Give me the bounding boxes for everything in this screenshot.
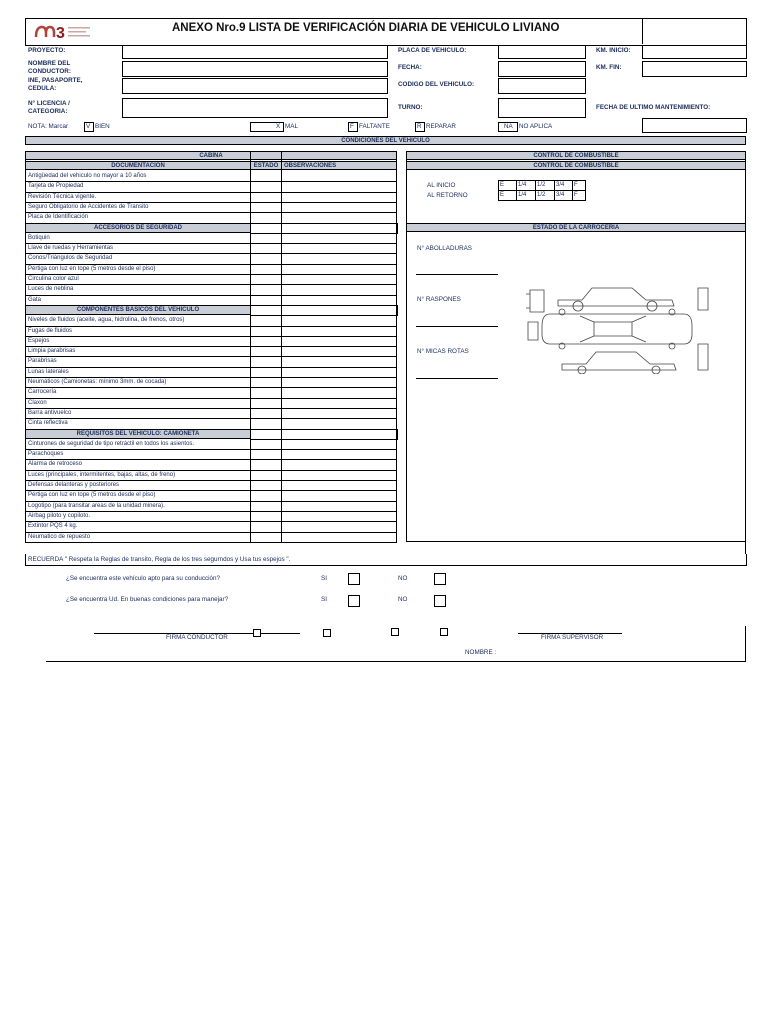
recuerda-text: RECUERDA " Respeta la Reglas de transito, Regla de los tres segurndos y Usa tus espejos ". xyxy=(28,556,291,563)
estado-cell[interactable] xyxy=(251,233,281,243)
estado-cell[interactable] xyxy=(251,521,281,531)
observaciones-cell[interactable] xyxy=(282,212,396,222)
cabina-header: CABINA xyxy=(25,151,397,160)
observaciones-cell[interactable] xyxy=(282,233,396,243)
fuel-level-label: F xyxy=(574,182,578,188)
estado-cell[interactable] xyxy=(251,202,281,212)
estado-cell[interactable] xyxy=(251,315,281,325)
combustible-header-2: CONTROL DE COMBUSTIBLE xyxy=(406,161,746,170)
estado-cell[interactable] xyxy=(251,253,281,263)
km-inicio-label: KM. INICIO: xyxy=(596,47,631,54)
question-2: ¿Se encuentra Ud. En buenas condiciones para manejar? xyxy=(66,596,229,603)
observaciones-cell[interactable] xyxy=(282,449,396,459)
observaciones-cell[interactable] xyxy=(282,243,396,253)
micas-label: N° MICAS ROTAS xyxy=(417,348,469,355)
question-2-si-label: SI xyxy=(321,596,327,603)
licencia-input[interactable] xyxy=(122,98,388,118)
fuel-level-label: 3/4 xyxy=(556,182,565,188)
observaciones-cell[interactable] xyxy=(282,295,396,305)
checklist-item-label: Luces (principales, intermitentes, bajas, altas, de freno) xyxy=(28,471,176,478)
vehicle-diagram-icon xyxy=(522,282,712,374)
legend-r-code: R xyxy=(417,123,422,130)
checklist-item-label: Gata xyxy=(28,296,42,303)
sig-checkbox-3[interactable] xyxy=(391,628,399,636)
observaciones-cell[interactable] xyxy=(282,532,396,542)
estado-col-border xyxy=(250,151,251,542)
estado-cell[interactable] xyxy=(251,212,281,222)
ine-label: INE, PASAPORTE, CEDULA: xyxy=(28,77,83,92)
legend-r-box xyxy=(415,122,425,132)
fuel-level-label: 1/4 xyxy=(518,182,527,188)
estado-cell[interactable] xyxy=(251,439,281,449)
fuel-level-cell[interactable] xyxy=(516,190,537,201)
fuel-level-label: 1/2 xyxy=(537,182,546,188)
observaciones-cell[interactable] xyxy=(282,377,396,387)
fuel-level-label: 1/4 xyxy=(518,192,527,198)
question-1-si-label: SI xyxy=(321,575,327,582)
estado-cell[interactable] xyxy=(251,387,281,397)
estado-cell[interactable] xyxy=(251,459,281,469)
legend-r-text: REPARAR xyxy=(426,123,456,130)
estado-cell[interactable] xyxy=(251,377,281,387)
legend-x-box xyxy=(250,122,284,132)
turno-input[interactable] xyxy=(498,98,586,118)
nota-label: NOTA: Marcar xyxy=(28,123,69,130)
estado-cell[interactable] xyxy=(251,367,281,377)
fuel-level-label: E xyxy=(500,192,505,198)
question-1-si-checkbox[interactable] xyxy=(348,573,360,585)
micas-line xyxy=(416,378,498,379)
checklist-item-label: Claxon xyxy=(28,399,47,406)
licencia-label: N° LICENCIA / CATEGORIA: xyxy=(28,100,70,115)
estado-cell[interactable] xyxy=(251,511,281,521)
checklist-item-label: Niveles de fluidos (aceite, agua, hidrolina, de frenos, otros) xyxy=(28,317,185,324)
abolladuras-label: N° ABOLLADURAS xyxy=(417,245,473,252)
svg-text:3: 3 xyxy=(56,25,65,41)
km-fin-label: KM. FIN: xyxy=(596,64,622,71)
estado-cell[interactable] xyxy=(251,408,281,418)
estado-cell[interactable] xyxy=(251,243,281,253)
raspones-label: N° RASPONES xyxy=(417,296,461,303)
observaciones-cell[interactable] xyxy=(282,171,396,181)
carroceria-header: ESTADO DE LA CARROCERIA xyxy=(406,223,746,232)
placa-label: PLACA DE VEHICULO: xyxy=(398,47,467,54)
observaciones-cell[interactable] xyxy=(282,284,396,294)
observaciones-cell[interactable] xyxy=(282,315,396,325)
km-inicio-input[interactable] xyxy=(642,45,747,59)
legend-v-box xyxy=(84,122,94,132)
observaciones-cell[interactable] xyxy=(282,439,396,449)
checklist-item-label: Logotipo (para transitar areas de la unidad minera). xyxy=(28,502,165,509)
observaciones-cell[interactable] xyxy=(282,264,396,274)
checklist-item-label: Conos/Triángulos de Seguridad xyxy=(28,255,113,262)
section-header: COMPONENTES BASICOS DEL VEHICULO xyxy=(25,305,251,315)
legend-f-code: F xyxy=(350,123,354,130)
checklist-item-label: Limpia parabrisas xyxy=(28,348,76,355)
codigo-label: CODIGO DEL VEHICULO: xyxy=(398,81,475,88)
right-frame-left xyxy=(406,151,407,541)
obs-col-border xyxy=(281,151,282,542)
firma-conductor-label: FIRMA CONDUCTOR xyxy=(166,634,228,641)
checklist-item-label: Cinta reflectiva xyxy=(28,420,68,427)
observaciones-cell[interactable] xyxy=(282,408,396,418)
question-1-no-checkbox[interactable] xyxy=(434,573,446,585)
observaciones-cell[interactable] xyxy=(282,501,396,511)
checklist-item-label: Tarjeta de Propiedad xyxy=(28,183,84,190)
observaciones-cell[interactable] xyxy=(282,459,396,469)
checklist-item-label: Alarma de retroceso xyxy=(28,461,83,468)
question-1-no-label: NO xyxy=(398,575,408,582)
checklist-item-label: Parabrisas xyxy=(28,358,57,365)
table-right-border xyxy=(396,151,397,542)
checklist-item-label: Revisión Técnica vigente. xyxy=(28,193,97,200)
bottom-frame-line xyxy=(46,661,746,662)
checklist-item-label: Neumáticos (Camionetas: mínimo 3mm. de cocada) xyxy=(28,379,167,385)
estado-cell[interactable] xyxy=(251,274,281,284)
header-right-divider xyxy=(642,18,643,44)
raspones-line xyxy=(416,326,498,327)
observaciones-cell[interactable] xyxy=(282,490,396,500)
fuel-level-cell[interactable] xyxy=(554,190,574,201)
codigo-input[interactable] xyxy=(498,78,586,94)
legend-f-box xyxy=(348,122,358,132)
legend-x-text: MAL xyxy=(285,123,298,130)
observaciones-cell[interactable] xyxy=(282,470,396,480)
documentacion-header: DOCUMENTACION xyxy=(25,161,251,170)
observaciones-cell[interactable] xyxy=(282,387,396,397)
observaciones-cell[interactable] xyxy=(282,480,396,490)
checklist-item-label: Pértiga con luz en tope (5 metros desde el piso) xyxy=(28,492,156,499)
legend-f-text: FALTANTE xyxy=(359,123,390,130)
checklist-item-label: Pértiga con luz en tope (5 metros desde el piso) xyxy=(28,265,156,272)
fuel-level-label: 3/4 xyxy=(556,192,565,198)
observaciones-cell[interactable] xyxy=(282,398,396,408)
nombre-label: NOMBRE DEL CONDUCTOR: xyxy=(28,60,71,75)
checklist-item-label: Lunas laterales xyxy=(28,368,69,375)
estado-cell[interactable] xyxy=(251,192,281,202)
observaciones-cell[interactable] xyxy=(282,202,396,212)
observaciones-cell[interactable] xyxy=(282,418,396,428)
estado-cell[interactable] xyxy=(251,284,281,294)
al-retorno-label: AL RETORNO xyxy=(427,192,468,199)
checklist-item-label: Airbag piloto y copiloto. xyxy=(28,512,91,519)
fecha-mant-input[interactable] xyxy=(642,118,747,133)
checklist-item-label: Placa de Identificación xyxy=(28,214,89,221)
estado-cell[interactable] xyxy=(251,490,281,500)
checklist-item-label: Circulina color azul xyxy=(28,276,79,282)
legend-na-box xyxy=(498,122,518,132)
checklist-item-label: Barra antivuelco xyxy=(28,409,72,416)
sig-checkbox-1[interactable] xyxy=(253,629,261,637)
estado-cell[interactable] xyxy=(251,346,281,356)
table-left-border xyxy=(25,151,26,542)
condiciones-header: CONDICIONES DEL VEHICULO xyxy=(25,136,746,145)
section-header: REQUISITOS DEL VEHICULO: CAMIONETA xyxy=(25,429,251,439)
estado-cell[interactable] xyxy=(251,264,281,274)
abolladuras-line xyxy=(416,274,498,275)
fuel-level-cell[interactable] xyxy=(498,190,518,201)
fuel-level-label: E xyxy=(500,182,505,188)
fuel-level-label: F xyxy=(574,192,578,198)
sig-checkbox-2[interactable] xyxy=(323,629,331,637)
checklist-item-label: Fugas de fluidos xyxy=(28,327,73,334)
observaciones-header: OBSERVACIONES xyxy=(281,161,397,170)
nombre-label: NOMBRE : xyxy=(465,649,497,656)
legend-x-code: X xyxy=(276,123,281,130)
observaciones-cell[interactable] xyxy=(282,181,396,191)
estado-cell[interactable] xyxy=(251,480,281,490)
observaciones-cell[interactable] xyxy=(282,274,396,284)
proyecto-label: PROYECTO: xyxy=(28,47,66,54)
legend-na-code: NA xyxy=(504,123,513,130)
observaciones-cell[interactable] xyxy=(282,356,396,366)
checklist-item-label: Neumatico de repuesto xyxy=(28,533,91,540)
question-2-si-checkbox[interactable] xyxy=(348,595,360,607)
observaciones-cell[interactable] xyxy=(282,326,396,336)
firma-supervisor-label: FIRMA SUPERVISOR xyxy=(541,634,604,641)
right-frame-right xyxy=(745,151,746,554)
checklist-item-label: Antigüedad del vehiculo no mayor a 10 años xyxy=(28,173,147,179)
estado-cell[interactable] xyxy=(251,398,281,408)
turno-label: TURNO: xyxy=(398,104,423,111)
observaciones-cell[interactable] xyxy=(282,511,396,521)
page-title: ANEXO Nro.9 LISTA DE VERIFICACIÓN DIARIA DE VEHICULO LIVIANO xyxy=(172,22,560,34)
estado-cell[interactable] xyxy=(251,470,281,480)
company-logo xyxy=(34,21,94,41)
question-2-no-label: NO xyxy=(398,596,408,603)
checklist-item-label: Defensas delanteras y posteriores xyxy=(28,482,120,488)
fuel-level-label: 1/2 xyxy=(537,192,546,198)
estado-cell[interactable] xyxy=(251,181,281,191)
observaciones-cell[interactable] xyxy=(282,521,396,531)
observaciones-cell[interactable] xyxy=(282,336,396,346)
estado-cell[interactable] xyxy=(251,171,281,181)
estado-cell[interactable] xyxy=(251,295,281,305)
fecha-label: FECHA: xyxy=(398,64,422,71)
checklist-item-label: Seguro Obligatorio de Accidentes de Transito xyxy=(28,203,149,210)
observaciones-cell[interactable] xyxy=(282,367,396,377)
estado-cell[interactable] xyxy=(251,418,281,428)
row-divider xyxy=(25,542,397,543)
observaciones-cell[interactable] xyxy=(282,253,396,263)
estado-cell[interactable] xyxy=(251,356,281,366)
checklist-item-label: Carrocería xyxy=(28,389,57,396)
fuel-level-cell[interactable] xyxy=(535,190,556,201)
question-1: ¿Se encuentra este vehículo apto para su conducción? xyxy=(66,575,221,582)
section-header: ACCESORIOS DE SEGURIDAD xyxy=(25,223,251,233)
legend-na-text: NO APLICA xyxy=(519,123,553,130)
observaciones-cell[interactable] xyxy=(282,192,396,202)
estado-cell[interactable] xyxy=(251,449,281,459)
checklist-item-label: Botiquin xyxy=(28,234,50,241)
fecha-input[interactable] xyxy=(498,61,586,77)
sig-checkbox-4[interactable] xyxy=(440,628,448,636)
placa-input[interactable] xyxy=(498,45,586,59)
estado-cell[interactable] xyxy=(251,326,281,336)
checklist-item-label: Espejos xyxy=(28,337,50,344)
legend-v-code: V xyxy=(86,123,91,130)
right-frame-bottom xyxy=(406,541,746,542)
nombre-input[interactable] xyxy=(122,61,388,77)
checklist-item-label: Llave de ruedas y Herramientas xyxy=(28,245,114,252)
checklist-item-label: Parachoques xyxy=(28,451,64,458)
km-fin-input[interactable] xyxy=(642,61,747,77)
ine-input[interactable] xyxy=(122,78,388,94)
checklist-item-label: Cinturones de seguridad de tipo retráctil en todos los asientos. xyxy=(28,440,195,447)
estado-cell[interactable] xyxy=(251,336,281,346)
fecha-mant-label: FECHA DE ULTIMO MANTENIMIENTO: xyxy=(596,104,711,111)
al-inicio-label: AL INICIO xyxy=(427,182,456,189)
checklist-item-label: Luces de neblina xyxy=(28,286,74,293)
estado-cell[interactable] xyxy=(251,501,281,511)
bottom-frame-right xyxy=(745,626,746,662)
legend-v-text: BIEN xyxy=(95,123,110,130)
fuel-level-cell[interactable] xyxy=(572,190,586,201)
proyecto-input[interactable] xyxy=(122,45,388,59)
checklist-item-label: Extintor PQS 4 kg. xyxy=(28,523,78,530)
observaciones-cell[interactable] xyxy=(282,346,396,356)
estado-cell[interactable] xyxy=(251,532,281,542)
combustible-header-1: CONTROL DE COMBUSTIBLE xyxy=(406,151,746,160)
question-2-no-checkbox[interactable] xyxy=(434,595,446,607)
estado-header: ESTADO xyxy=(250,161,282,170)
